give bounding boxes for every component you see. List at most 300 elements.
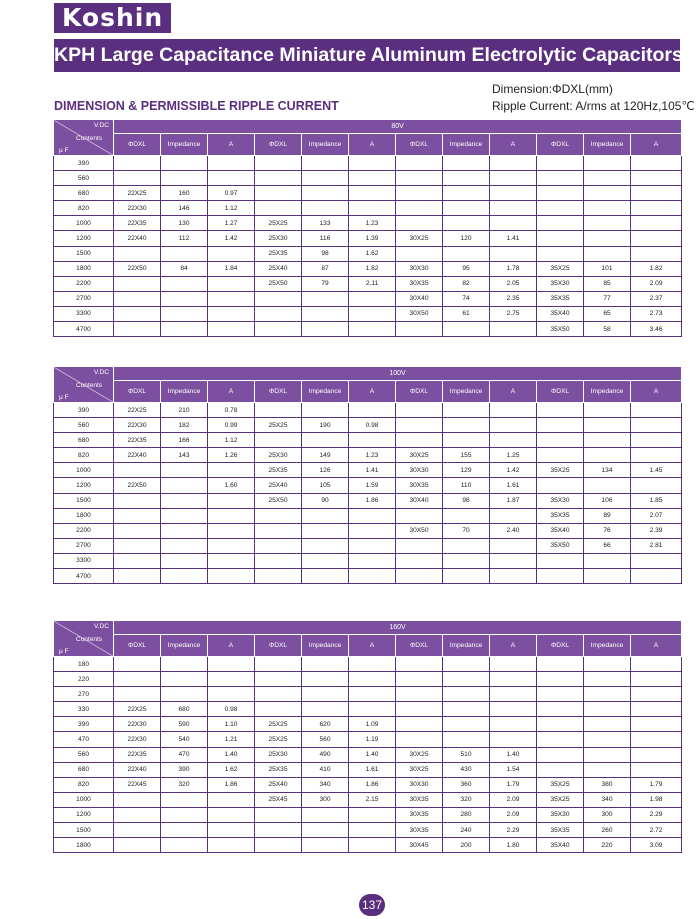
- table-cell: [537, 448, 584, 463]
- column-header: ΦDXL: [114, 381, 161, 403]
- table-cell: 1.78: [490, 261, 537, 276]
- table-cell: [349, 403, 396, 418]
- table-cell: 22X40: [114, 231, 161, 246]
- table-cell: [208, 322, 255, 337]
- table-cell: 30X40: [396, 291, 443, 306]
- table-cell: 35X25: [537, 792, 584, 807]
- table-cell: [490, 156, 537, 171]
- table-cell: [255, 291, 302, 306]
- table-cell: [255, 433, 302, 448]
- table-cell: 35X30: [537, 807, 584, 822]
- table-cell: [349, 807, 396, 822]
- corner-header: [54, 120, 114, 156]
- table-cell: [114, 523, 161, 538]
- table-row: [54, 717, 682, 732]
- voltage-header: 100V: [114, 367, 682, 381]
- column-header: A: [208, 134, 255, 156]
- table-cell: 0.78: [208, 403, 255, 418]
- table-row: [54, 569, 682, 584]
- table-cell: [208, 569, 255, 584]
- table-cell: [396, 322, 443, 337]
- table-cell: [584, 231, 631, 246]
- table-cell: 510: [443, 747, 490, 762]
- table-cell: [396, 687, 443, 702]
- table-cell: [349, 156, 396, 171]
- capacitance-cell: 1500: [54, 823, 114, 838]
- column-header: ΦDXL: [255, 381, 302, 403]
- table-cell: 2.05: [490, 276, 537, 291]
- table-cell: 22X30: [114, 717, 161, 732]
- table-cell: [584, 448, 631, 463]
- table-cell: [396, 186, 443, 201]
- table-cell: 35X35: [537, 508, 584, 523]
- table-cell: [631, 478, 682, 493]
- page-number: 137: [359, 894, 385, 916]
- table-cell: [302, 171, 349, 186]
- table-cell: 340: [302, 777, 349, 792]
- table-cell: 116: [302, 231, 349, 246]
- table-cell: [255, 702, 302, 717]
- capacitance-cell: 1800: [54, 508, 114, 523]
- table-cell: 0.97: [208, 186, 255, 201]
- table-cell: [584, 433, 631, 448]
- table-cell: 1.39: [349, 231, 396, 246]
- table-cell: 25X35: [255, 463, 302, 478]
- table-cell: [114, 276, 161, 291]
- table-cell: [161, 569, 208, 584]
- table-row: [54, 792, 682, 807]
- column-header: Impedance: [584, 134, 631, 156]
- table-cell: [302, 433, 349, 448]
- table-cell: [349, 201, 396, 216]
- table-cell: 22X35: [114, 216, 161, 231]
- table-row: [54, 156, 682, 171]
- table-cell: [631, 201, 682, 216]
- table-cell: 25X25: [255, 732, 302, 747]
- table-cell: 35X30: [537, 493, 584, 508]
- table-cell: 22X40: [114, 448, 161, 463]
- table-cell: [584, 186, 631, 201]
- table-cell: [302, 687, 349, 702]
- table-row: [54, 322, 682, 337]
- table-cell: [443, 553, 490, 568]
- table-cell: 0.98: [208, 702, 255, 717]
- table-cell: 25X25: [255, 418, 302, 433]
- column-header: Impedance: [302, 134, 349, 156]
- table-cell: [537, 702, 584, 717]
- table-cell: 58: [584, 322, 631, 337]
- table-cell: [349, 672, 396, 687]
- table-cell: [490, 732, 537, 747]
- table-cell: 1.79: [490, 777, 537, 792]
- table-cell: 98: [443, 493, 490, 508]
- table-cell: [443, 702, 490, 717]
- table-cell: [349, 569, 396, 584]
- column-header: A: [631, 134, 682, 156]
- table-cell: [443, 171, 490, 186]
- table-cell: 87: [302, 261, 349, 276]
- page-title: KPH Large Capacitance Miniature Aluminum Electrolytic Capacitors: [54, 39, 680, 72]
- table-cell: [208, 807, 255, 822]
- table-cell: 3.46: [631, 322, 682, 337]
- capacitance-cell: 2700: [54, 538, 114, 553]
- table-cell: [255, 322, 302, 337]
- table-cell: 1.60: [208, 478, 255, 493]
- table-cell: [114, 672, 161, 687]
- table-cell: [114, 657, 161, 672]
- table-cell: 143: [161, 448, 208, 463]
- corner-contents-label: Contents: [76, 382, 103, 389]
- table-cell: [443, 538, 490, 553]
- table-cell: [161, 463, 208, 478]
- table-cell: [255, 306, 302, 321]
- table-cell: [255, 838, 302, 853]
- table-cell: [208, 463, 255, 478]
- table-row: [54, 762, 682, 777]
- table-cell: [208, 156, 255, 171]
- table-cell: 22X30: [114, 418, 161, 433]
- table-cell: 30X40: [396, 493, 443, 508]
- table-cell: [490, 216, 537, 231]
- table-row: [54, 838, 682, 853]
- column-header: Impedance: [443, 381, 490, 403]
- table-cell: [537, 717, 584, 732]
- section-heading: DIMENSION & PERMISSIBLE RIPPLE CURRENT: [54, 99, 339, 113]
- table-cell: 98: [302, 246, 349, 261]
- table-cell: [490, 186, 537, 201]
- column-header: Impedance: [302, 381, 349, 403]
- table-cell: [584, 201, 631, 216]
- table-cell: [584, 747, 631, 762]
- table-cell: [349, 508, 396, 523]
- table-cell: 1.86: [208, 777, 255, 792]
- table-cell: 22X35: [114, 747, 161, 762]
- table-cell: 77: [584, 291, 631, 306]
- table-cell: 1.40: [490, 747, 537, 762]
- table-cell: 1.84: [208, 261, 255, 276]
- table-cell: 22X25: [114, 702, 161, 717]
- table-cell: 166: [161, 433, 208, 448]
- table-cell: [114, 171, 161, 186]
- table-cell: [631, 418, 682, 433]
- table-cell: 25X40: [255, 261, 302, 276]
- capacitance-cell: 1200: [54, 478, 114, 493]
- table-cell: 1.61: [490, 478, 537, 493]
- table-cell: [443, 657, 490, 672]
- table-cell: [208, 276, 255, 291]
- table-cell: [396, 553, 443, 568]
- table-cell: [396, 403, 443, 418]
- table-cell: [443, 201, 490, 216]
- table-cell: 95: [443, 261, 490, 276]
- column-header: Impedance: [161, 635, 208, 657]
- table-cell: 25X50: [255, 493, 302, 508]
- table-cell: [302, 672, 349, 687]
- table-cell: 560: [302, 732, 349, 747]
- table-row: [54, 657, 682, 672]
- table-cell: [443, 186, 490, 201]
- table-cell: 2.40: [490, 523, 537, 538]
- table-cell: 280: [443, 807, 490, 822]
- table-cell: [255, 538, 302, 553]
- table-cell: [584, 569, 631, 584]
- table-cell: [537, 687, 584, 702]
- table-cell: [584, 702, 631, 717]
- column-header: ΦDXL: [396, 635, 443, 657]
- capacitance-cell: 2200: [54, 523, 114, 538]
- table-cell: [208, 672, 255, 687]
- table-cell: [208, 838, 255, 853]
- capacitance-cell: 1000: [54, 463, 114, 478]
- column-header: A: [349, 381, 396, 403]
- table-cell: [114, 838, 161, 853]
- table-cell: 320: [161, 777, 208, 792]
- table-cell: [396, 717, 443, 732]
- table-cell: 2.37: [631, 291, 682, 306]
- table-row: [54, 508, 682, 523]
- table-cell: 30X30: [396, 261, 443, 276]
- table-row: [54, 201, 682, 216]
- capacitance-cell: 560: [54, 418, 114, 433]
- table-cell: 84: [161, 261, 208, 276]
- table-cell: 76: [584, 523, 631, 538]
- brand-logo: Koshin: [54, 3, 171, 33]
- table-cell: [114, 322, 161, 337]
- table-cell: 360: [443, 777, 490, 792]
- table-cell: [631, 246, 682, 261]
- table-cell: [349, 838, 396, 853]
- table-cell: [349, 702, 396, 717]
- spec-table-160v: [53, 620, 682, 853]
- table-cell: 1.45: [631, 463, 682, 478]
- table-cell: 2.09: [631, 276, 682, 291]
- table-row: [54, 747, 682, 762]
- table-cell: 30X30: [396, 463, 443, 478]
- table-row: [54, 403, 682, 418]
- table-cell: 2.81: [631, 538, 682, 553]
- table-cell: [161, 493, 208, 508]
- capacitance-cell: 1200: [54, 807, 114, 822]
- capacitance-cell: 3300: [54, 306, 114, 321]
- table-cell: 30X25: [396, 762, 443, 777]
- table-cell: 1.23: [349, 448, 396, 463]
- table-cell: [396, 171, 443, 186]
- table-cell: 35X25: [537, 777, 584, 792]
- table-cell: 22X40: [114, 762, 161, 777]
- table-row: [54, 523, 682, 538]
- table-cell: 1.87: [490, 493, 537, 508]
- table-cell: [114, 291, 161, 306]
- table-cell: [208, 523, 255, 538]
- corner-contents-label: Contents: [76, 636, 103, 643]
- table-cell: 1.62: [349, 246, 396, 261]
- capacitance-cell: 180: [54, 657, 114, 672]
- table-cell: 1.54: [490, 762, 537, 777]
- table-cell: [490, 702, 537, 717]
- table-cell: 3.09: [631, 838, 682, 853]
- table-cell: [396, 672, 443, 687]
- table-cell: [396, 702, 443, 717]
- table-cell: [584, 403, 631, 418]
- table-cell: [302, 569, 349, 584]
- table-cell: 2.15: [349, 792, 396, 807]
- capacitance-cell: 390: [54, 403, 114, 418]
- column-header: A: [490, 134, 537, 156]
- table-cell: 35X35: [537, 291, 584, 306]
- table-cell: [537, 156, 584, 171]
- table-row: [54, 823, 682, 838]
- table-cell: [302, 657, 349, 672]
- table-cell: 106: [584, 493, 631, 508]
- table-cell: 22X35: [114, 433, 161, 448]
- table-row: [54, 433, 682, 448]
- table-cell: 1.09: [349, 717, 396, 732]
- capacitance-cell: 330: [54, 702, 114, 717]
- table-cell: 35X30: [537, 276, 584, 291]
- table-row: [54, 186, 682, 201]
- table-cell: 0.99: [208, 418, 255, 433]
- table-cell: [584, 156, 631, 171]
- table-row: [54, 687, 682, 702]
- table-cell: 240: [443, 823, 490, 838]
- table-cell: 35X25: [537, 261, 584, 276]
- table-cell: [490, 657, 537, 672]
- column-header: ΦDXL: [537, 635, 584, 657]
- column-header: Impedance: [302, 635, 349, 657]
- table-cell: [302, 156, 349, 171]
- table-cell: [443, 672, 490, 687]
- table-cell: [302, 508, 349, 523]
- table-cell: [396, 216, 443, 231]
- table-row: [54, 171, 682, 186]
- capacitance-cell: 820: [54, 448, 114, 463]
- table-cell: 35X50: [537, 322, 584, 337]
- table-cell: [631, 448, 682, 463]
- table-cell: 200: [443, 838, 490, 853]
- table-cell: [114, 807, 161, 822]
- table-cell: [208, 246, 255, 261]
- table-cell: [114, 508, 161, 523]
- table-cell: [396, 538, 443, 553]
- table-row: [54, 418, 682, 433]
- table-cell: [396, 569, 443, 584]
- table-cell: 25X30: [255, 231, 302, 246]
- table-cell: 430: [443, 762, 490, 777]
- spec-table-100v: [53, 366, 682, 584]
- table-cell: [631, 403, 682, 418]
- table-cell: [255, 508, 302, 523]
- table-cell: [255, 569, 302, 584]
- voltage-header: 80V: [114, 120, 682, 134]
- capacitance-cell: 1800: [54, 261, 114, 276]
- table-row: [54, 448, 682, 463]
- table-cell: [490, 687, 537, 702]
- capacitance-cell: 680: [54, 762, 114, 777]
- capacitance-cell: 270: [54, 687, 114, 702]
- table-cell: [443, 246, 490, 261]
- table-cell: [584, 732, 631, 747]
- table-cell: 129: [443, 463, 490, 478]
- table-cell: 30X30: [396, 777, 443, 792]
- table-cell: [537, 569, 584, 584]
- table-cell: [631, 186, 682, 201]
- table-cell: [255, 201, 302, 216]
- table-cell: 490: [302, 747, 349, 762]
- table-cell: [114, 823, 161, 838]
- table-row: [54, 732, 682, 747]
- table-cell: [302, 838, 349, 853]
- dimension-note: Dimension:ΦDXL(mm): [492, 82, 613, 96]
- table-row: [54, 306, 682, 321]
- table-cell: 30X35: [396, 823, 443, 838]
- table-cell: 25X50: [255, 276, 302, 291]
- table-cell: [302, 523, 349, 538]
- table-cell: 1.12: [208, 433, 255, 448]
- table-cell: 110: [443, 478, 490, 493]
- table-cell: [114, 553, 161, 568]
- table-cell: 470: [161, 747, 208, 762]
- table-cell: [349, 171, 396, 186]
- table-cell: 1.85: [631, 493, 682, 508]
- table-cell: 1.42: [490, 463, 537, 478]
- table-cell: 1.25: [490, 448, 537, 463]
- table-cell: [208, 508, 255, 523]
- table-cell: [161, 538, 208, 553]
- table-cell: 134: [584, 463, 631, 478]
- table-cell: 410: [302, 762, 349, 777]
- table-cell: 25X45: [255, 792, 302, 807]
- table-cell: [631, 231, 682, 246]
- table-cell: 160: [161, 186, 208, 201]
- table-cell: 25X25: [255, 216, 302, 231]
- table-cell: [114, 493, 161, 508]
- table-cell: [302, 201, 349, 216]
- capacitance-cell: 820: [54, 777, 114, 792]
- table-cell: [208, 171, 255, 186]
- table-cell: [161, 553, 208, 568]
- column-header: A: [631, 635, 682, 657]
- column-header: A: [349, 635, 396, 657]
- table-cell: [443, 569, 490, 584]
- table-cell: 1.59: [349, 478, 396, 493]
- corner-contents-label: Contents: [76, 135, 103, 142]
- table-cell: 25X40: [255, 478, 302, 493]
- table-cell: [631, 433, 682, 448]
- table-cell: [490, 569, 537, 584]
- table-cell: [255, 156, 302, 171]
- table-cell: [349, 538, 396, 553]
- table-row: [54, 478, 682, 493]
- table-cell: [631, 732, 682, 747]
- table-cell: 30X25: [396, 747, 443, 762]
- table-cell: [631, 171, 682, 186]
- capacitance-cell: 1000: [54, 216, 114, 231]
- table-row: [54, 777, 682, 792]
- table-cell: 1.86: [349, 493, 396, 508]
- table-cell: [161, 276, 208, 291]
- table-cell: [584, 762, 631, 777]
- table-cell: [208, 306, 255, 321]
- table-cell: 22X25: [114, 403, 161, 418]
- corner-vdc-label: V.DC: [94, 122, 109, 129]
- table-cell: 25X30: [255, 747, 302, 762]
- table-row: [54, 807, 682, 822]
- table-cell: 89: [584, 508, 631, 523]
- table-cell: 155: [443, 448, 490, 463]
- capacitance-cell: 4700: [54, 322, 114, 337]
- table-cell: 182: [161, 418, 208, 433]
- table-cell: [537, 171, 584, 186]
